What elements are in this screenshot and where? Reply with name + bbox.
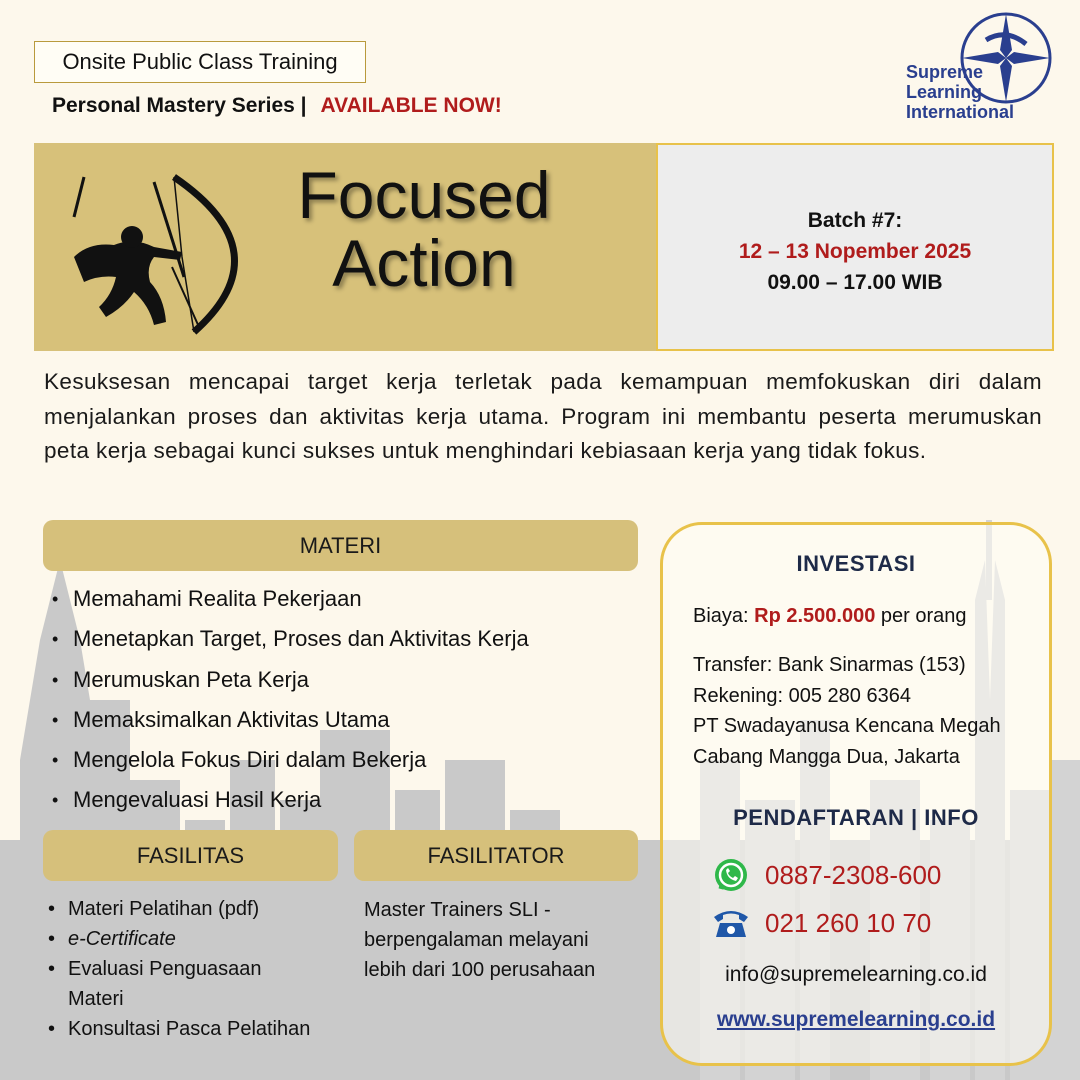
list-item bbox=[48, 894, 348, 924]
list-item bbox=[52, 785, 529, 825]
materi-item-text: Mengelola Fokus Diri dalam Bekerja bbox=[73, 747, 427, 773]
materi-list bbox=[52, 584, 529, 826]
logo-line-learning: Learning bbox=[906, 82, 983, 102]
materi-item-text: Memahami Realita Pekerjaan bbox=[73, 586, 362, 611]
series-line bbox=[52, 94, 502, 118]
available-now-label: AVAILABLE NOW! bbox=[320, 94, 502, 117]
fasilitas-item-text: Evaluasi Penguasaan Materi bbox=[68, 958, 262, 1010]
materi-item-text: Merumuskan Peta Kerja bbox=[73, 666, 309, 692]
bullet-icon: • bbox=[52, 669, 59, 690]
batch-label: Batch #7: bbox=[807, 209, 903, 232]
fasilitas-item-text: e-Certificate bbox=[68, 928, 176, 950]
telephone-icon bbox=[711, 905, 751, 941]
bank-details bbox=[693, 650, 1001, 772]
cost-suffix: per orang bbox=[880, 605, 967, 627]
fasilitas-item-text: Konsultasi Pasca Pelatihan bbox=[68, 1018, 311, 1040]
course-title-line-2: Action bbox=[332, 226, 516, 300]
cost-line bbox=[693, 605, 967, 628]
list-item bbox=[52, 584, 529, 624]
bank-transfer: Transfer: Bank Sinarmas (153) bbox=[693, 654, 966, 676]
batch-date: 12 – 13 Nopember 2025 bbox=[738, 240, 972, 263]
list-item bbox=[48, 924, 348, 954]
fasilitator-description: Master Trainers SLI - berpengalaman melayani lebih dari 100 perusahaan bbox=[364, 899, 596, 981]
whatsapp-contact[interactable] bbox=[711, 857, 941, 893]
batch-time: 09.00 – 17.00 WIB bbox=[767, 271, 943, 294]
bullet-icon: • bbox=[48, 928, 56, 950]
supreme-learning-logo bbox=[902, 10, 1052, 128]
bullet-icon: • bbox=[48, 958, 56, 980]
materi-heading-label: MATERI bbox=[299, 532, 382, 558]
bullet-icon: • bbox=[48, 898, 56, 920]
materi-item-text: Mengevaluasi Hasil Kerja bbox=[73, 787, 322, 813]
course-description: Kesuksesan mencapai target kerja terletak pada kemampuan memfokuskan diri dalam menjalankan proses dan aktivitas kerja utama. Program ini membantu peserta merumuskan peta kerja sebagai kunci sukses untuk menghindari kebiasaan kerja yang tidak fokus. bbox=[44, 369, 1042, 463]
series-name: Personal Mastery Series | bbox=[52, 94, 307, 117]
archer-silhouette-icon bbox=[54, 157, 274, 342]
materi-item-text: Menetapkan Target, Proses dan Aktivitas Kerja bbox=[73, 626, 529, 652]
batch-schedule-box bbox=[656, 143, 1054, 351]
website-link[interactable]: www.supremelearning.co.id bbox=[716, 1008, 996, 1031]
fasilitas-list bbox=[48, 894, 348, 1044]
cost-value: Rp 2.500.000 bbox=[754, 605, 876, 627]
list-item bbox=[48, 954, 348, 1014]
telephone-contact[interactable] bbox=[711, 905, 931, 941]
account-holder: PT Swadayanusa Kencana Megah bbox=[693, 715, 1001, 737]
registration-heading: PENDAFTARAN | INFO bbox=[733, 805, 979, 830]
course-title-line-1: Focused bbox=[297, 158, 551, 232]
list-item bbox=[52, 705, 529, 745]
fasilitas-heading-label: FASILITAS bbox=[136, 842, 245, 868]
materi-heading bbox=[43, 520, 638, 571]
investasi-panel bbox=[660, 522, 1052, 1066]
fasilitas-item-text: Materi Pelatihan (pdf) bbox=[68, 898, 260, 920]
fasilitator-heading bbox=[354, 830, 638, 881]
logo-line-international: International bbox=[906, 102, 1015, 122]
bank-account: Rekening: 005 280 6364 bbox=[693, 684, 911, 707]
bullet-icon: • bbox=[52, 709, 59, 730]
list-item bbox=[52, 745, 529, 785]
email-link[interactable]: info@supremelearning.co.id bbox=[725, 963, 987, 986]
onsite-training-label: Onsite Public Class Training bbox=[62, 49, 338, 74]
fasilitator-heading-label: FASILITATOR bbox=[427, 842, 565, 868]
bullet-icon: • bbox=[52, 629, 59, 650]
bullet-icon: • bbox=[52, 750, 59, 771]
bullet-icon: • bbox=[52, 589, 59, 609]
bullet-icon: • bbox=[52, 790, 59, 811]
materi-item-text: Memaksimalkan Aktivitas Utama bbox=[73, 706, 390, 732]
course-title bbox=[264, 158, 584, 300]
bank-branch: Cabang Mangga Dua, Jakarta bbox=[693, 745, 960, 768]
bullet-icon: • bbox=[48, 1018, 56, 1040]
fasilitas-heading bbox=[43, 830, 338, 881]
cost-label: Biaya: bbox=[693, 605, 749, 627]
onsite-training-badge bbox=[34, 41, 366, 83]
list-item bbox=[48, 1014, 348, 1044]
list-item bbox=[52, 624, 529, 664]
whatsapp-number[interactable]: 0887-2308-600 bbox=[765, 859, 942, 890]
logo-line-supreme: Supreme bbox=[906, 62, 984, 82]
hero-banner bbox=[34, 143, 656, 351]
investasi-heading: INVESTASI bbox=[796, 551, 916, 576]
list-item bbox=[52, 665, 529, 705]
telephone-number[interactable]: 021 260 10 70 bbox=[765, 907, 932, 938]
whatsapp-icon bbox=[711, 857, 751, 893]
